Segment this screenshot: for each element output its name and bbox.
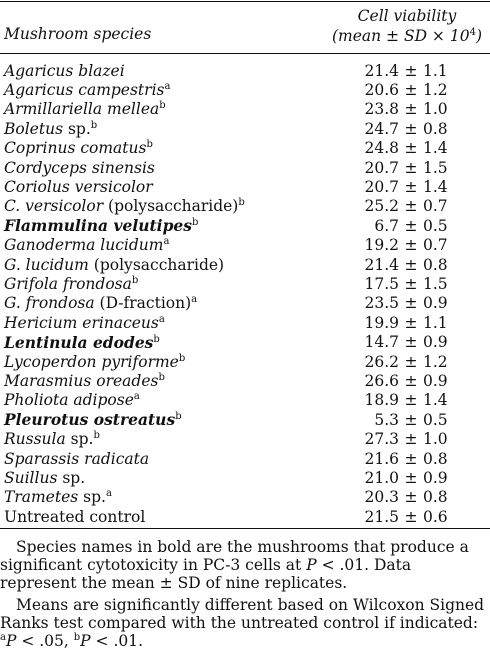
table-row [0, 429, 490, 448]
viability-sd: 0.8 [423, 119, 448, 138]
plus-minus-sign: ± [404, 139, 418, 158]
table-row [0, 352, 490, 371]
viability-sd: 1.4 [423, 139, 448, 158]
significance-marker: b [175, 411, 182, 423]
viability-mean: 24.7 [364, 119, 399, 138]
species-name: Cordyceps sinensis [4, 158, 155, 177]
table-row [0, 507, 490, 526]
viability-cell [362, 120, 490, 138]
bottom-rule [0, 528, 490, 529]
table-row [0, 391, 490, 410]
plus-minus-sign: ± [404, 61, 418, 80]
viability-mean: 21.5 [364, 507, 399, 526]
plus-minus-sign: ± [404, 449, 418, 468]
table-row [0, 216, 490, 235]
viability-cell [362, 372, 490, 390]
significance-marker: b [153, 333, 160, 345]
header-rule [0, 53, 490, 54]
species-name: Boletus [4, 119, 64, 138]
table-row [0, 255, 490, 274]
species-cell [0, 469, 362, 487]
viability-mean: 21.4 [364, 61, 399, 80]
species-cell [0, 391, 362, 409]
footnote-significance: Species names in bold are the mushrooms that produce a significant cytotoxicity in PC-3 cells at P < .01. Data represent the mean ± SD of nine replicates. [0, 538, 469, 592]
species-name: Lycoperdon pyriforme [4, 352, 179, 371]
species-name: Marasmius oreades [4, 371, 159, 390]
viability-sd: 1.1 [423, 61, 448, 80]
viability-sd: 1.4 [423, 178, 448, 197]
viability-sd: 1.2 [423, 81, 448, 100]
species-cell [0, 294, 362, 312]
viability-cell [362, 488, 490, 506]
plus-minus-sign: ± [404, 352, 418, 371]
species-cell [0, 333, 362, 352]
viability-cell [362, 197, 490, 215]
viability-mean: 21.0 [364, 468, 399, 487]
table-row [0, 177, 490, 196]
viability-sd: 0.6 [423, 507, 448, 526]
significance-marker: b [178, 352, 186, 364]
viability-cell [362, 391, 490, 409]
viability-sd: 0.9 [423, 468, 448, 487]
viability-cell [362, 508, 490, 526]
viability-sd: 0.7 [423, 236, 448, 255]
species-cell [0, 236, 362, 254]
col-header-species: Mushroom species [4, 25, 152, 43]
table-row [0, 410, 490, 429]
viability-sd: 0.8 [423, 255, 448, 274]
viability-cell [362, 256, 490, 274]
plus-minus-sign: ± [404, 236, 418, 255]
table-row [0, 139, 490, 158]
species-cell [0, 450, 362, 468]
viability-sd: 0.9 [423, 333, 448, 352]
viability-cell [362, 217, 490, 235]
viability-mean: 19.9 [364, 313, 399, 332]
viability-sd: 1.0 [423, 430, 448, 449]
viability-cell [362, 159, 490, 177]
table-body [0, 61, 490, 526]
viability-sd: 0.9 [423, 371, 448, 390]
species-name: Trametes [4, 488, 79, 507]
plus-minus-sign: ± [404, 158, 418, 177]
viability-sd: 1.5 [423, 274, 448, 293]
plus-minus-sign: ± [404, 371, 418, 390]
viability-mean: 14.7 [364, 333, 399, 352]
viability-sd: 0.5 [423, 216, 448, 235]
species-cell [0, 81, 362, 99]
species-cell [0, 120, 362, 138]
species-cell [0, 488, 362, 506]
plus-minus-sign: ± [404, 197, 418, 216]
viability-mean: 20.6 [364, 81, 399, 100]
species-qualifier: (polysaccharide) [88, 255, 225, 274]
viability-mean: 6.7 [374, 216, 399, 235]
species-name: G. lucidum [4, 255, 89, 274]
significance-marker: a [191, 294, 198, 306]
table-row [0, 274, 490, 293]
viability-cell [362, 178, 490, 196]
table-row [0, 100, 490, 119]
species-name: Russula [4, 430, 66, 449]
table-row [0, 371, 490, 390]
species-name: Coriolus versicolor [4, 178, 153, 197]
viability-mean: 5.3 [374, 410, 399, 429]
species-name: Armillariella mellea [4, 100, 160, 119]
plus-minus-sign: ± [404, 488, 418, 507]
viability-cell [362, 450, 490, 468]
viability-cell [362, 430, 490, 448]
species-qualifier: Untreated control [4, 507, 146, 526]
viability-mean: 20.7 [364, 178, 399, 197]
table-row [0, 80, 490, 99]
table-row [0, 294, 490, 313]
viability-sd: 0.7 [423, 197, 448, 216]
species-qualifier: sp. [78, 488, 106, 507]
species-cell [0, 508, 362, 526]
species-name: Hericium erinaceus [4, 313, 159, 332]
species-name: Agaricus campestris [4, 81, 165, 100]
viability-cell [362, 81, 490, 99]
plus-minus-sign: ± [404, 430, 418, 449]
viability-mean: 26.2 [364, 352, 399, 371]
plus-minus-sign: ± [404, 391, 418, 410]
species-cell [0, 100, 362, 118]
species-name: Lentinula edodes [4, 332, 154, 352]
plus-minus-sign: ± [404, 294, 418, 313]
species-cell [0, 353, 362, 371]
species-name: Agaricus blazei [4, 61, 125, 80]
table-row [0, 332, 490, 351]
viability-mean: 23.8 [364, 100, 399, 119]
viability-sd: 0.8 [423, 488, 448, 507]
plus-minus-sign: ± [404, 119, 418, 138]
species-cell [0, 372, 362, 390]
significance-marker: b [158, 371, 165, 383]
viability-sd: 1.2 [423, 352, 448, 371]
viability-sd: 1.5 [423, 158, 448, 177]
viability-mean: 27.3 [364, 430, 399, 449]
species-qualifier: sp. [57, 468, 86, 487]
table-footnotes [0, 538, 490, 650]
viability-cell [362, 469, 490, 487]
species-cell [0, 178, 362, 196]
significance-marker: b [131, 274, 139, 286]
viability-mean: 26.6 [364, 371, 399, 390]
plus-minus-sign: ± [404, 255, 418, 274]
plus-minus-sign: ± [404, 100, 418, 119]
viability-mean: 21.6 [364, 449, 399, 468]
viability-mean: 19.2 [364, 236, 399, 255]
plus-minus-sign: ± [404, 81, 418, 100]
table-row [0, 468, 490, 487]
table-row [0, 61, 490, 80]
plus-minus-sign: ± [404, 274, 418, 293]
plus-minus-sign: ± [404, 178, 418, 197]
species-name: Pleurotus ostreatus [4, 410, 176, 430]
species-name: Sparassis radicata [4, 449, 150, 468]
species-cell [0, 314, 362, 332]
viability-mean: 20.7 [364, 158, 399, 177]
plus-minus-sign: ± [404, 313, 418, 332]
species-name: Coprinus comatus [4, 139, 147, 158]
significance-marker: b [93, 430, 100, 442]
footnote-wilcoxon: Means are significantly different based on Wilcoxon Signed Ranks test compared with the untreated control if indicated: $^a$P < .05, $^b$P < .01. [0, 596, 485, 650]
viability-mean: 17.5 [364, 274, 399, 293]
table-row [0, 119, 490, 138]
col-header-viability: Cell viability (mean ± SD × $10^4$) [331, 7, 482, 45]
viability-cell [362, 294, 490, 312]
species-name: G. frondosa [4, 294, 95, 313]
viability-sd: 1.0 [423, 100, 448, 119]
significance-marker: a [163, 236, 170, 248]
table-row [0, 313, 490, 332]
plus-minus-sign: ± [404, 333, 418, 352]
species-cell [0, 159, 362, 177]
viability-cell [362, 275, 490, 293]
species-qualifier: sp. [65, 430, 94, 449]
table-row [0, 236, 490, 255]
viability-cell [362, 139, 490, 157]
plus-minus-sign: ± [404, 410, 418, 429]
species-cell [0, 430, 362, 448]
significance-marker: b [159, 100, 166, 112]
significance-marker: a [105, 488, 112, 500]
species-cell [0, 62, 362, 80]
significance-marker: b [90, 119, 98, 131]
significance-marker: a [158, 313, 165, 325]
viability-cell [362, 236, 490, 254]
viability-mean: 24.8 [364, 139, 399, 158]
species-cell [0, 256, 362, 274]
viability-mean: 21.4 [364, 255, 399, 274]
viability-cell [362, 353, 490, 371]
significance-marker: b [238, 197, 245, 209]
species-name: C. versicolor [4, 197, 104, 216]
viability-cell [362, 62, 490, 80]
species-qualifier: sp. [63, 119, 91, 138]
table-header [0, 0, 490, 52]
significance-marker: b [192, 217, 199, 229]
viability-mean: 25.2 [364, 197, 399, 216]
table-row [0, 449, 490, 468]
viability-sd: 0.9 [423, 294, 448, 313]
significance-marker: b [146, 139, 153, 151]
viability-mean: 23.5 [364, 294, 399, 313]
viability-cell [362, 333, 490, 351]
viability-sd: 0.8 [423, 449, 448, 468]
species-cell [0, 216, 362, 235]
viability-cell [362, 100, 490, 118]
species-qualifier: (D-fraction) [94, 294, 192, 313]
species-name: Flammulina velutipes [4, 216, 192, 236]
species-qualifier: (polysaccharide) [103, 197, 239, 216]
viability-sd: 1.1 [423, 313, 448, 332]
significance-marker: a [133, 391, 140, 403]
viability-cell [362, 314, 490, 332]
plus-minus-sign: ± [404, 507, 418, 526]
species-cell [0, 139, 362, 157]
species-cell [0, 197, 362, 215]
viability-sd: 0.5 [423, 410, 448, 429]
species-name: Pholiota adipose [4, 391, 134, 410]
significance-marker: a [164, 81, 171, 93]
viability-mean: 20.3 [364, 488, 399, 507]
viability-cell [362, 411, 490, 429]
plus-minus-sign: ± [404, 468, 418, 487]
viability-mean: 18.9 [364, 391, 399, 410]
species-cell [0, 410, 362, 429]
plus-minus-sign: ± [404, 216, 418, 235]
table-row [0, 488, 490, 507]
species-cell [0, 275, 362, 293]
table-row [0, 197, 490, 216]
species-name: Suillus [4, 468, 58, 487]
table-row [0, 158, 490, 177]
viability-sd: 1.4 [423, 391, 448, 410]
species-name: Ganoderma lucidum [4, 236, 164, 255]
species-name: Grifola frondosa [4, 274, 132, 293]
